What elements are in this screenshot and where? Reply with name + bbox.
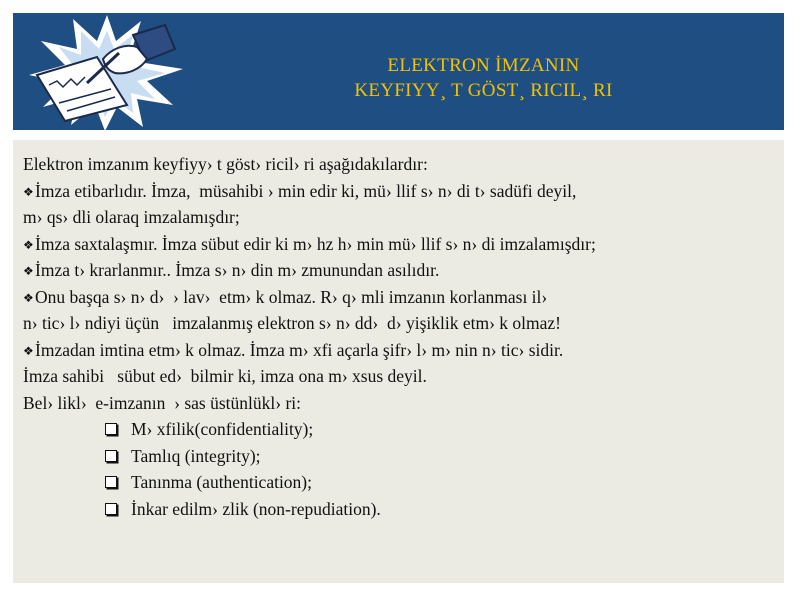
advantage-item xyxy=(23,443,778,470)
body-text xyxy=(23,151,778,522)
bullet-text: İmzadan imtina etm› k olmaz. İmza m› xfi açarla şifr› l› m› nin n› tic› sidir. xyxy=(35,339,564,360)
title-line-1: ELEKTRON İMZANIN xyxy=(387,55,580,76)
diamond-bullet-icon: ❖ xyxy=(23,343,34,358)
bullet-item xyxy=(23,337,778,364)
square-bullet-icon xyxy=(105,503,117,515)
advantage-text: M› xfilik(confidentiality); xyxy=(131,419,314,439)
advantage-text: İnkar edilm› zlik (non-repudiation). xyxy=(131,498,381,519)
intro-line: Elektron imzanım keyfiyy› t göst› ricil› ri aşağıdakılardır: xyxy=(23,154,428,174)
bullet-item xyxy=(23,231,778,258)
advantage-item xyxy=(23,416,778,443)
bullet-item xyxy=(23,284,778,311)
signing-hand-logo xyxy=(15,13,195,130)
content-panel xyxy=(13,140,784,583)
diamond-bullet-icon: ❖ xyxy=(23,264,34,278)
advantage-text: Tanınma (authentication); xyxy=(131,472,312,492)
square-bullet-icon xyxy=(105,423,117,435)
square-bullet-icon xyxy=(105,450,117,462)
bullet-continuation: n› tic› l› ndiyi üçün imzalanmış elektron s› n› dd› d› yişiklik etm› k olmaz! xyxy=(23,313,561,333)
square-bullet-icon xyxy=(105,476,117,488)
bullet-continuation: m› qs› dli olaraq imzalamışdır; xyxy=(23,207,240,227)
advantage-item xyxy=(23,469,778,496)
advantage-text: Tamlıq (integrity); xyxy=(131,445,261,466)
advantages-heading: Bel› likl› e-imzanın › sas üstünlükl› ri: xyxy=(23,392,302,413)
bullet-item xyxy=(23,257,778,284)
bullet-text: İmza saxtalaşmır. İmza sübut edir ki m› hz h› min mü› llif s› n› di imzalamışdır; xyxy=(35,233,596,254)
header-banner xyxy=(13,13,784,130)
bullet-text: İmza etibarlıdır. İmza, müsahibi › min edir ki, mü› llif s› n› di t› sadüfi deyil, xyxy=(35,180,577,201)
advantage-item xyxy=(23,496,778,523)
title-line-2: KEYFIYY¸ T GÖST¸ RICIL¸ RI xyxy=(354,80,613,101)
bullet-continuation: İmza sahibi sübut ed› bilmir ki, imza ona m› xsus deyil. xyxy=(23,366,427,386)
bullet-text: İmza t› krarlanmır.. İmza s› n› din m› zmunundan asılıdır. xyxy=(35,260,440,280)
bullet-item xyxy=(23,178,778,205)
bullet-text: Onu başqa s› n› d› › lav› etm› k olmaz. R› q› mli imzanın korlanması il› xyxy=(35,286,548,307)
diamond-bullet-icon: ❖ xyxy=(23,237,34,252)
diamond-bullet-icon: ❖ xyxy=(23,184,34,199)
diamond-bullet-icon: ❖ xyxy=(23,290,34,305)
page-title xyxy=(203,53,764,103)
